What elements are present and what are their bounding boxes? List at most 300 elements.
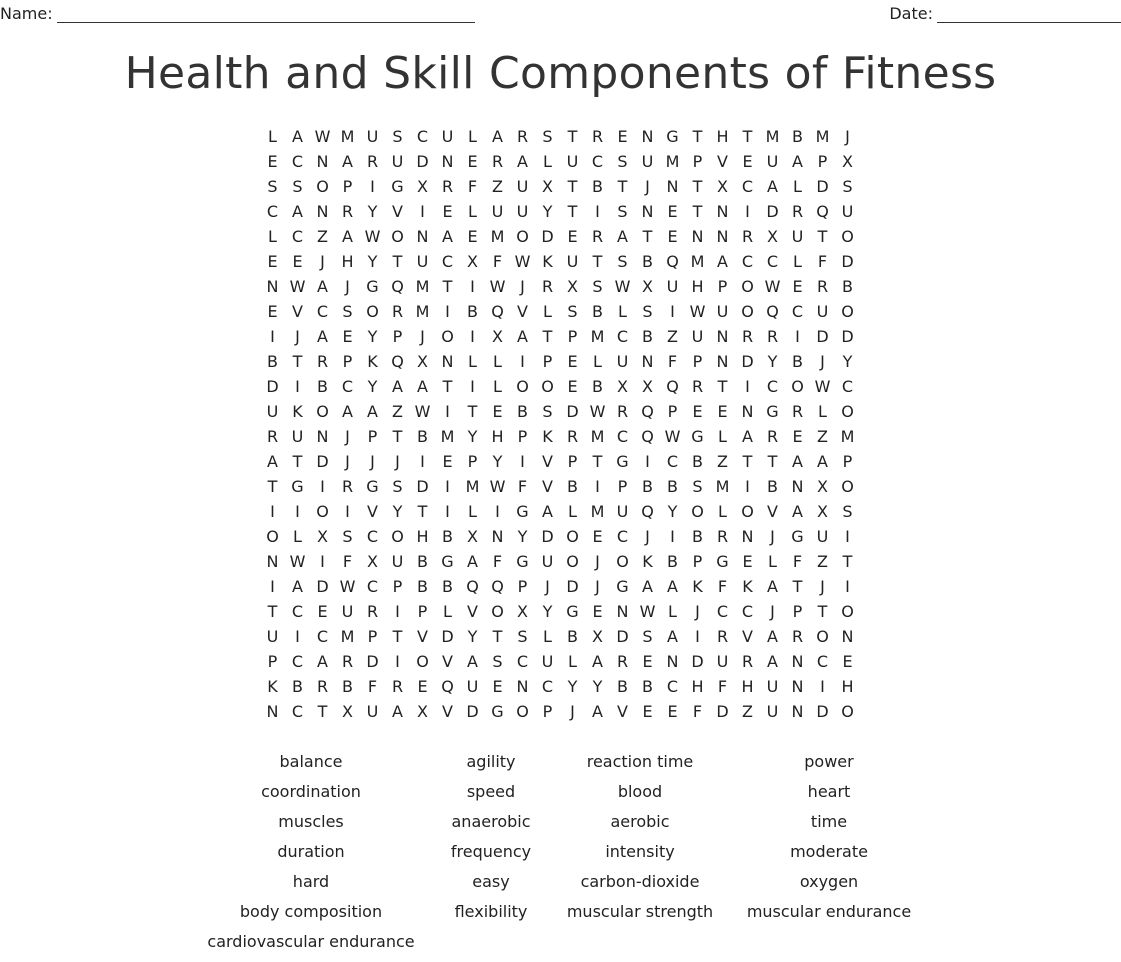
grid-letter: M <box>690 252 705 271</box>
grid-letter: E <box>717 402 728 421</box>
grid-letter: B <box>667 552 678 571</box>
grid-letter: C <box>616 427 629 446</box>
grid-letter: T <box>567 127 578 146</box>
grid-letter: E <box>442 452 453 471</box>
grid-letter: I <box>745 202 750 221</box>
grid-letter: U <box>691 327 704 346</box>
grid-letter: O <box>566 552 579 571</box>
grid-letter: H <box>716 127 729 146</box>
grid-letter: L <box>468 202 477 221</box>
grid-letter: H <box>841 677 854 696</box>
grid-letter: T <box>442 277 453 296</box>
grid-letter: A <box>817 452 828 471</box>
grid-letter: P <box>567 327 578 346</box>
grid-letter: S <box>617 202 628 221</box>
grid-letter: R <box>341 202 354 221</box>
grid-letter: D <box>741 352 754 371</box>
grid-letter: F <box>667 352 678 371</box>
grid-letter: S <box>542 402 553 421</box>
grid-letter: I <box>270 327 275 346</box>
grid-letter: Y <box>667 502 678 521</box>
grid-letter: Y <box>767 352 778 371</box>
grid-letter: V <box>517 302 528 321</box>
grid-letter: J <box>645 527 650 546</box>
grid-letter: M <box>715 477 730 496</box>
grid-letter: E <box>667 227 678 246</box>
grid-letter: N <box>666 652 679 671</box>
grid-letter: A <box>592 702 603 721</box>
grid-letter: J <box>770 527 775 546</box>
grid-letter: D <box>816 327 829 346</box>
grid-letter: Y <box>367 252 378 271</box>
grid-letter: O <box>491 602 504 621</box>
grid-letter: F <box>817 252 828 271</box>
grid-letter: X <box>617 377 628 396</box>
grid-letter: W <box>764 277 781 296</box>
grid-letter: X <box>342 702 353 721</box>
grid-letter: N <box>516 677 529 696</box>
grid-letter: J <box>595 577 600 596</box>
grid-letter: A <box>517 327 528 346</box>
grid-letter: Y <box>842 352 853 371</box>
grid-letter: K <box>642 552 653 571</box>
name-field[interactable] <box>0 4 475 23</box>
grid-letter: I <box>670 302 675 321</box>
grid-letter: N <box>616 602 629 621</box>
grid-letter: U <box>541 652 554 671</box>
grid-letter: A <box>667 577 678 596</box>
grid-letter: F <box>367 677 378 696</box>
grid-letter: F <box>492 252 503 271</box>
grid-letter: E <box>842 652 853 671</box>
grid-letter: M <box>590 327 605 346</box>
grid-letter: D <box>366 652 379 671</box>
grid-letter: L <box>543 152 552 171</box>
grid-letter: I <box>420 452 425 471</box>
grid-letter: U <box>791 227 804 246</box>
grid-letter: M <box>665 152 680 171</box>
grid-letter: U <box>566 252 579 271</box>
grid-letter: A <box>617 227 628 246</box>
word-list-item: body composition <box>239 902 383 921</box>
grid-letter: L <box>618 302 627 321</box>
grid-letter: I <box>470 277 475 296</box>
grid-letter: W <box>614 277 631 296</box>
grid-letter: P <box>567 452 578 471</box>
grid-letter: Z <box>392 402 403 421</box>
grid-letter: S <box>342 527 353 546</box>
grid-letter: D <box>716 702 729 721</box>
grid-letter: W <box>639 602 656 621</box>
grid-letter: S <box>267 177 278 196</box>
grid-letter: P <box>367 627 378 646</box>
grid-letter: S <box>492 652 503 671</box>
grid-letter: T <box>842 552 853 571</box>
grid-letter: M <box>440 427 455 446</box>
grid-letter: A <box>292 127 303 146</box>
grid-letter: B <box>267 352 278 371</box>
grid-letter: S <box>392 477 403 496</box>
grid-letter: I <box>420 202 425 221</box>
grid-letter: C <box>666 452 679 471</box>
name-label: Name: <box>0 4 53 23</box>
grid-letter: P <box>692 352 703 371</box>
grid-letter: W <box>339 577 356 596</box>
grid-letter: H <box>491 427 504 446</box>
grid-letter: G <box>366 477 379 496</box>
grid-letter: F <box>692 702 703 721</box>
grid-letter: S <box>842 177 853 196</box>
grid-letter: D <box>416 152 429 171</box>
grid-letter: I <box>295 502 300 521</box>
grid-letter: A <box>792 502 803 521</box>
grid-letter: C <box>591 152 604 171</box>
grid-letter: W <box>589 402 606 421</box>
grid-letter: V <box>617 702 628 721</box>
grid-letter: R <box>616 402 629 421</box>
grid-letter: O <box>316 502 329 521</box>
grid-letter: T <box>417 502 428 521</box>
grid-letter: E <box>642 652 653 671</box>
grid-letter: O <box>266 527 279 546</box>
grid-letter: D <box>691 652 704 671</box>
word-list-item: balance <box>279 752 343 771</box>
grid-letter: I <box>320 552 325 571</box>
grid-letter: T <box>642 227 653 246</box>
grid-letter: S <box>542 127 553 146</box>
grid-letter: I <box>470 327 475 346</box>
grid-letter: R <box>541 277 554 296</box>
grid-letter: Y <box>367 327 378 346</box>
grid-letter: T <box>542 327 553 346</box>
grid-letter: Z <box>317 227 328 246</box>
grid-letter: A <box>792 452 803 471</box>
grid-letter: L <box>718 427 727 446</box>
grid-letter: R <box>716 627 729 646</box>
grid-letter: Y <box>542 202 553 221</box>
grid-letter: I <box>445 502 450 521</box>
grid-letter: B <box>317 377 328 396</box>
grid-letter: Z <box>667 327 678 346</box>
grid-letter: T <box>792 577 803 596</box>
grid-letter: P <box>417 602 428 621</box>
grid-letter: A <box>342 152 353 171</box>
grid-letter: T <box>392 252 403 271</box>
grid-letter: G <box>491 702 504 721</box>
grid-letter: I <box>520 452 525 471</box>
grid-letter: X <box>592 627 603 646</box>
grid-letter: S <box>642 302 653 321</box>
grid-letter: P <box>792 602 803 621</box>
grid-letter: F <box>342 552 353 571</box>
grid-letter: C <box>616 527 629 546</box>
grid-letter: R <box>341 477 354 496</box>
grid-letter: P <box>617 477 628 496</box>
grid-letter: I <box>470 377 475 396</box>
grid-letter: M <box>340 127 355 146</box>
grid-letter: J <box>345 452 350 471</box>
grid-letter: S <box>592 277 603 296</box>
grid-letter: C <box>341 377 354 396</box>
grid-letter: P <box>692 152 703 171</box>
grid-letter: G <box>441 552 454 571</box>
grid-letter: C <box>291 152 304 171</box>
grid-letter: O <box>316 402 329 421</box>
grid-letter: R <box>366 602 379 621</box>
grid-letter: G <box>366 277 379 296</box>
grid-letter: V <box>417 627 428 646</box>
grid-letter: K <box>267 677 278 696</box>
grid-letter: C <box>541 677 554 696</box>
grid-letter: U <box>466 677 479 696</box>
grid-letter: J <box>695 602 700 621</box>
grid-letter: C <box>766 252 779 271</box>
grid-letter: U <box>266 627 279 646</box>
grid-letter: E <box>267 252 278 271</box>
grid-letter: D <box>566 577 579 596</box>
grid-letter: T <box>392 427 403 446</box>
word-list-item: duration <box>277 842 345 861</box>
date-field[interactable] <box>889 4 1121 23</box>
grid-letter: L <box>468 502 477 521</box>
grid-letter: K <box>692 577 703 596</box>
grid-letter: J <box>820 577 825 596</box>
grid-letter: B <box>642 477 653 496</box>
grid-letter: Q <box>666 252 679 271</box>
grid-letter: R <box>591 127 604 146</box>
grid-letter: D <box>841 327 854 346</box>
grid-letter: T <box>592 252 603 271</box>
word-list-item: heart <box>807 782 851 801</box>
grid-letter: L <box>718 502 727 521</box>
grid-letter: L <box>568 502 577 521</box>
grid-letter: N <box>641 202 654 221</box>
grid-letter: C <box>741 602 754 621</box>
grid-letter: E <box>292 252 303 271</box>
grid-letter: M <box>415 302 430 321</box>
word-list-item: muscular strength <box>566 902 714 921</box>
grid-letter: J <box>845 127 850 146</box>
grid-letter: N <box>266 277 279 296</box>
word-list-item: time <box>810 812 848 831</box>
grid-letter: P <box>392 327 403 346</box>
grid-letter: H <box>691 277 704 296</box>
grid-letter: Q <box>466 577 479 596</box>
grid-letter: D <box>616 627 629 646</box>
grid-letter: B <box>442 527 453 546</box>
grid-letter: X <box>567 277 578 296</box>
grid-letter: G <box>616 577 629 596</box>
grid-letter: M <box>490 227 505 246</box>
name-line[interactable] <box>57 5 475 23</box>
grid-letter: C <box>616 327 629 346</box>
grid-letter: W <box>414 402 431 421</box>
grid-letter: E <box>492 402 503 421</box>
grid-letter: C <box>291 702 304 721</box>
grid-letter: P <box>542 702 553 721</box>
grid-letter: O <box>616 552 629 571</box>
grid-letter: E <box>567 352 578 371</box>
grid-letter: P <box>467 452 478 471</box>
grid-letter: L <box>793 177 802 196</box>
word-list-item: agility <box>466 752 516 771</box>
grid-letter: P <box>517 427 528 446</box>
grid-letter: B <box>642 252 653 271</box>
grid-letter: A <box>717 252 728 271</box>
grid-letter: I <box>445 302 450 321</box>
grid-letter: J <box>545 577 550 596</box>
grid-letter: U <box>516 177 529 196</box>
grid-letter: U <box>491 202 504 221</box>
date-line[interactable] <box>937 5 1121 23</box>
grid-letter: O <box>841 602 854 621</box>
grid-letter: R <box>766 427 779 446</box>
grid-letter: U <box>641 152 654 171</box>
grid-letter: G <box>391 177 404 196</box>
grid-letter: S <box>642 627 653 646</box>
grid-letter: A <box>517 152 528 171</box>
grid-letter: F <box>717 577 728 596</box>
grid-letter: E <box>792 427 803 446</box>
grid-letter: R <box>591 227 604 246</box>
grid-letter: W <box>314 127 331 146</box>
grid-letter: B <box>592 377 603 396</box>
grid-letter: A <box>467 552 478 571</box>
grid-letter: K <box>542 427 553 446</box>
grid-letter: G <box>666 127 679 146</box>
grid-letter: U <box>841 202 854 221</box>
grid-letter: J <box>520 277 525 296</box>
grid-letter: X <box>717 177 728 196</box>
grid-letter: E <box>642 702 653 721</box>
grid-letter: L <box>493 377 502 396</box>
grid-letter: M <box>415 277 430 296</box>
grid-letter: A <box>767 577 778 596</box>
grid-letter: A <box>317 327 328 346</box>
grid-letter: I <box>795 327 800 346</box>
grid-letter: O <box>316 177 329 196</box>
grid-letter: P <box>692 552 703 571</box>
grid-letter: D <box>766 202 779 221</box>
grid-letter: U <box>416 252 429 271</box>
grid-letter: T <box>442 377 453 396</box>
grid-letter: B <box>417 552 428 571</box>
grid-letter: E <box>592 602 603 621</box>
grid-letter: B <box>667 477 678 496</box>
grid-letter: W <box>289 277 306 296</box>
grid-letter: N <box>741 527 754 546</box>
grid-letter: B <box>692 527 703 546</box>
grid-letter: N <box>716 227 729 246</box>
grid-letter: T <box>717 377 728 396</box>
grid-letter: S <box>517 627 528 646</box>
grid-letter: A <box>392 702 403 721</box>
grid-letter: C <box>366 527 379 546</box>
grid-letter: P <box>367 427 378 446</box>
grid-letter: O <box>841 402 854 421</box>
grid-letter: E <box>592 527 603 546</box>
grid-letter: G <box>516 552 529 571</box>
grid-letter: A <box>792 152 803 171</box>
grid-letter: E <box>667 702 678 721</box>
grid-letter: B <box>467 302 478 321</box>
grid-letter: I <box>270 577 275 596</box>
grid-letter: A <box>442 227 453 246</box>
grid-letter: R <box>316 677 329 696</box>
word-list-item: oxygen <box>799 872 859 891</box>
grid-letter: C <box>441 252 454 271</box>
grid-letter: T <box>567 202 578 221</box>
grid-letter: G <box>516 502 529 521</box>
grid-letter: B <box>642 327 653 346</box>
grid-letter: R <box>791 402 804 421</box>
grid-letter: R <box>716 527 729 546</box>
grid-letter: B <box>792 127 803 146</box>
grid-letter: J <box>595 552 600 571</box>
grid-letter: V <box>767 502 778 521</box>
grid-letter: J <box>395 452 400 471</box>
grid-letter: Q <box>816 202 829 221</box>
grid-letter: C <box>291 652 304 671</box>
grid-letter: N <box>416 227 429 246</box>
grid-letter: J <box>420 327 425 346</box>
grid-letter: R <box>266 427 279 446</box>
grid-letter: L <box>543 627 552 646</box>
grid-letter: Z <box>742 702 753 721</box>
grid-letter: X <box>767 227 778 246</box>
word-list-item: cardiovascular endurance <box>207 932 415 951</box>
grid-letter: W <box>814 377 831 396</box>
grid-letter: I <box>820 677 825 696</box>
grid-letter: K <box>367 352 378 371</box>
grid-letter: U <box>566 152 579 171</box>
grid-letter: J <box>645 177 650 196</box>
grid-letter: J <box>570 702 575 721</box>
grid-letter: O <box>691 502 704 521</box>
grid-letter: C <box>741 252 754 271</box>
grid-letter: A <box>317 277 328 296</box>
grid-letter: V <box>467 602 478 621</box>
grid-letter: I <box>695 627 700 646</box>
word-list-item: coordination <box>261 782 361 801</box>
grid-letter: J <box>320 252 325 271</box>
grid-letter: C <box>291 227 304 246</box>
grid-letter: C <box>316 302 329 321</box>
grid-letter: V <box>442 652 453 671</box>
grid-letter: V <box>542 477 553 496</box>
grid-letter: R <box>491 152 504 171</box>
grid-letter: R <box>791 202 804 221</box>
grid-letter: J <box>295 327 300 346</box>
grid-letter: L <box>468 352 477 371</box>
grid-letter: U <box>541 552 554 571</box>
grid-letter: C <box>741 177 754 196</box>
grid-letter: U <box>716 652 729 671</box>
grid-letter: O <box>516 377 529 396</box>
grid-letter: G <box>616 452 629 471</box>
grid-letter: C <box>366 577 379 596</box>
grid-letter: A <box>492 127 503 146</box>
word-list-item: flexibility <box>454 902 528 921</box>
grid-letter: B <box>417 577 428 596</box>
grid-letter: N <box>791 477 804 496</box>
grid-letter: I <box>370 177 375 196</box>
grid-letter: N <box>641 352 654 371</box>
grid-letter: I <box>395 652 400 671</box>
grid-letter: O <box>366 302 379 321</box>
grid-letter: G <box>291 477 304 496</box>
word-list-item: easy <box>472 872 510 891</box>
